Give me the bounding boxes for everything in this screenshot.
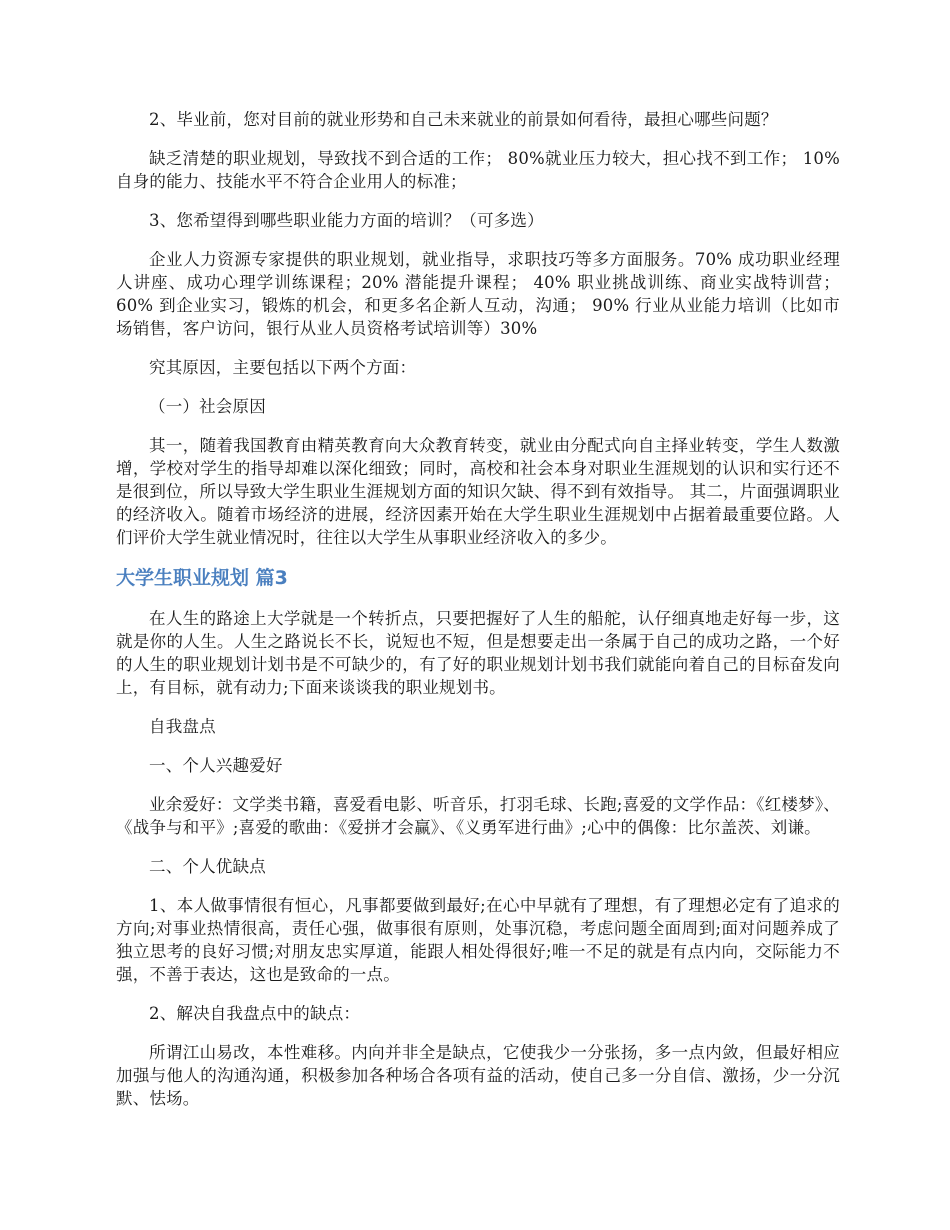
strengths-paragraph: 1、本人做事情很有恒心，凡事都要做到最好;在心中早就有了理想，有了理想必定有了追求的方向;对事业热情很高，责任心强，做事很有原则，处事沉稳，考虑问题全面周到;面对问题养成了独立思考的良好习惯;对朋友忠实厚道，能跟人相处得很好;唯一不足的就是有点内向，交际能力不强，不善于表达，这也是致命的一点。 bbox=[116, 896, 840, 984]
question-3: 3、您希望得到哪些职业能力方面的培训？（可多选） bbox=[149, 211, 544, 230]
answer-2: 缺乏清楚的职业规划，导致找不到合适的工作； 80%就业压力较大，担心找不到工作； 10% 自身的能力、技能水平不符合企业用人的标准； bbox=[116, 149, 840, 191]
strengths-heading: 二、个人优缺点 bbox=[149, 857, 266, 876]
reasons-intro: 究其原因，主要包括以下两个方面： bbox=[149, 358, 417, 377]
weakness-solution-paragraph: 所谓江山易改，本性难移。内向并非全是缺点，它使我少一分张扬，多一点内敛，但最好相应加强与他人的沟通沟通，积极参加各种场合各项有益的活动，使自己多一分自信、激扬，少一分沉默、怯场。 bbox=[116, 1043, 840, 1108]
question-2: 2、毕业前，您对目前的就业形势和自己未来就业的前景如何看待，最担心哪些问题？ bbox=[149, 110, 778, 129]
document-body bbox=[116, 108, 840, 1126]
section-heading: 大学生职业规划 篇3 bbox=[116, 567, 288, 589]
answer-3: 企业人力资源专家提供的职业规划，就业指导，求职技巧等多方面服务。70% 成功职业经理人讲座、成功心理学训练课程；20% 潜能提升课程； 40% 职业挑战训练、商业实战特训营； 60% 到企业实习，锻炼的机会，和更多名企新人互动，沟通； 90% 行业从业能力培训（比如市场销售，客户访问，银行从业人员资格考试培训等）30% bbox=[116, 250, 840, 338]
intro-paragraph: 在人生的路途上大学就是一个转折点，只要把握好了人生的船舵，认仔细真地走好每一步，这就是你的人生。人生之路说长不长，说短也不短，但是想要走出一条属于自己的成功之路，一个好的人生的职业规划计划书是不可缺少的，有了好的职业规划计划书我们就能向着自己的目标奋发向上，有目标，就有动力;下面来谈谈我的职业规划书。 bbox=[116, 609, 840, 697]
social-reasons-heading: （一）社会原因 bbox=[149, 397, 266, 416]
social-reasons-paragraph: 其一，随着我国教育由精英教育向大众教育转变，就业由分配式向自主择业转变，学生人数激增，学校对学生的指导却难以深化细致；同时，高校和社会本身对职业生涯规划的认识和实行还不是很到位，所以导致大学生职业生涯规划方面的知识欠缺、得不到有效指导。 其二，片面强调职业的经济收入。随着市场经济的进展，经济因素开始在大学生职业生涯规划中占据着最重要位路。人们评价大学生就业情况时，往往以大学生从事职业经济收入的多少。 bbox=[116, 436, 840, 547]
weakness-solution-heading: 2、解决自我盘点中的缺点： bbox=[149, 1004, 361, 1023]
interests-heading: 一、个人兴趣爱好 bbox=[149, 756, 283, 775]
self-inventory-heading: 自我盘点 bbox=[149, 717, 216, 736]
interests-paragraph: 业余爱好：文学类书籍，喜爱看电影、听音乐，打羽毛球、长跑;喜爱的文学作品：《红楼梦》、《战争与和平》;喜爱的歌曲：《爱拼才会赢》、《义勇军进行曲》;心中的偶像：比尔盖茨、刘谦。 bbox=[116, 795, 840, 837]
